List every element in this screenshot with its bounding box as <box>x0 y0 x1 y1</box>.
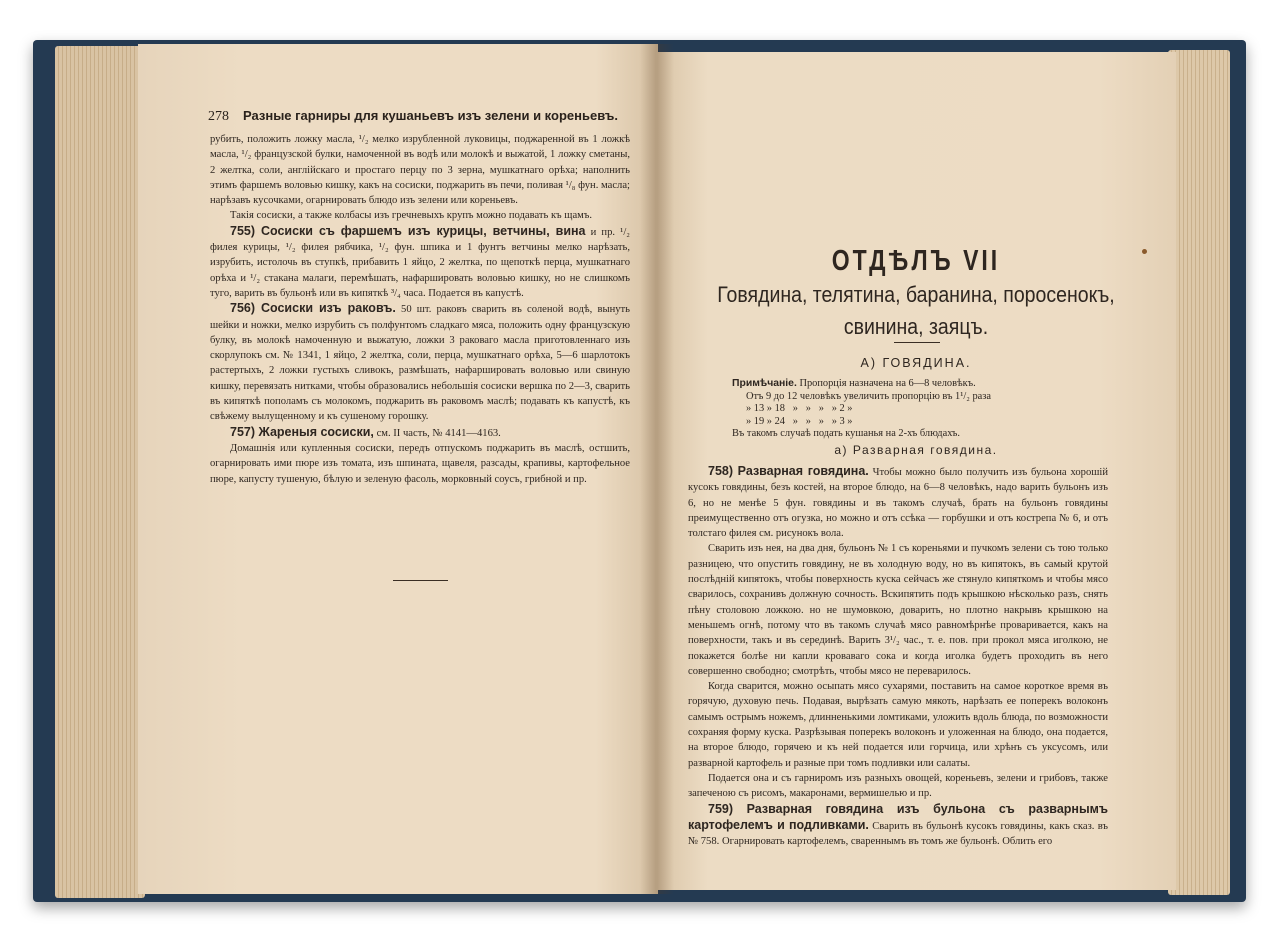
recipe-755 <box>210 224 630 301</box>
recipe-758-text: Чтобы можно было получить изъ бульона хорошій кусокъ говядины, безъ костей, на второе блюдо, на 6—8 человѣкъ, надо варить бульонъ изъ 6, но не менѣе 5 фун. говядины и въ такомъ случаѣ, брать на бульонъ говядины преимущественно отъ огузка, но можно и отъ ссѣка — горбушки и отъ кострепа № 6, и отъ толстаго филея см. рисунокъ вола. <box>688 467 1109 540</box>
note-label: Примѣчаніе. <box>732 378 797 389</box>
note-line-5: Въ такомъ случаѣ подать кушанья на 2-хъ блюдахъ. <box>732 428 960 440</box>
recipe-758-title: 758) Разварная говядина. <box>708 464 869 478</box>
note-line-2: Отъ 9 до 12 человѣкъ увеличить пропорцію въ 1¹/₂ раза <box>746 390 991 402</box>
recipe-757 <box>210 425 630 441</box>
running-head-title: Разные гарниры для кушаньевъ изъ зелени и кореньевъ. <box>243 108 618 123</box>
subsection-heading-b: а) Разварная говядина. <box>834 443 998 457</box>
recipe-758-paragraph-4: Подается она и съ гарниромъ изъ разныхъ овощей, кореньевъ, зелени и грибовъ, также запеченою съ рисомъ, макаронами, вермишелью и пр. <box>688 772 1108 800</box>
recipe-759-title: 759) Разварная говядина изъ бульона съ разварнымъ картофелемъ и подливками. <box>688 801 1108 832</box>
note-line-3: » 13 » 18 » » » » 2 » <box>746 403 853 415</box>
recipe-755-title: 755) Сосиски съ фаршемъ изъ курицы, ветчины, вина <box>230 223 586 238</box>
section-title: ОТДѢЛЪ VII <box>831 243 1001 277</box>
right-page-edges <box>1168 50 1230 895</box>
running-head <box>208 108 648 125</box>
recipe-756 <box>210 301 630 424</box>
right-page <box>656 52 1176 890</box>
subsection-heading-a: А) ГОВЯДИНА. <box>860 356 972 370</box>
section-subtitle-line-1: Говядина, телятина, баранина, поросенокъ, <box>717 282 1115 308</box>
page-number: 278 <box>208 109 229 124</box>
recipe-758 <box>688 464 1108 541</box>
sausage-note: Такія сосиски, а также колбасы изъ гречневыхъ крупъ можно подавать къ щамъ. <box>230 210 592 222</box>
recipe-755-text: и пр. ¹/₂ филея курицы, ¹/₂ филея рябчика, ¹/₂ фун. шпика и 1 фунтъ ветчины мелко нарѣзать, изрубить, истолочь въ ступкѣ, прибавить 1 яйцо, 2 желтка, по щепоткѣ перца, мушкатнаго орѣха и ¹/₂ стакана малаги, перемѣшать, нафаршировать воловью кишку, но не слишкомъ туго, варить въ бульонѣ или въ кипяткѣ ³/₄ часа. Подается въ капустѣ. <box>210 226 630 299</box>
note-line-4: » 19 » 24 » » » » 3 » <box>746 415 853 427</box>
recipe-757-text: Домашнія или купленныя сосиски, передъ отпускомъ поджарить въ маслѣ, остшить, огарнировать ими пюре изъ томата, изъ шпината, щавеля, разсады, крапивы, картофельное пюре, капусту тушеную, бѣлую и зеленую фасоль, морковный соусъ, грибной и пр. <box>210 442 630 485</box>
recipe-continuation: рубить, положить ложку масла, ¹/₂ мелко изрубленной луковицы, поджаренной въ 1 ложкѣ масла, ¹/₂ французской булки, намоченной въ водѣ или молокѣ и выжатой, 1 ложку сметаны, 2 желтка, соли, англійскаго и простаго перцу по 3 зерна, мушкатнаго орѣха; наполнить этимъ фаршемъ воловью кишку, какъ на сосиски, поджарить въ печи, поливая ¹/₈ фун. масла; нарѣзавъ кусочками, огарнировать блюдо изъ зелени или кореньевъ. <box>210 134 630 207</box>
recipe-759 <box>688 802 1108 850</box>
recipe-756-text: 50 шт. раковъ сварить въ соленой водѣ, вынуть шейки и ножки, мелко изрубить съ полфунтомъ сладкаго мяса, положить одну французскую булку, въ молокѣ намоченную и выжатую, ложки 3 раковаго масла приготовленнаго изъ скорлупокъ см. № 1341, 1 яйцо, 2 желтка, соли, перца, мушкатнаго орѣха, 5—6 шарлотокъ растертыхъ, 2 ложки густыхъ сливокъ, размѣшать, нафаршировать воловью или свиную кишку, перевязать нитками, чтобы образовались небольшія сосиски вершка по 2—3, сварить въ кипяткѣ пополамъ съ молокомъ, поджарить въ раковомъ маслѣ; подавать къ капустѣ, къ свѣжему вылущенному и къ сушеному горошку. <box>210 304 630 423</box>
recipe-756-title: 756) Сосиски изъ раковъ. <box>230 301 396 316</box>
recipe-758-paragraph-2: Сварить изъ нея, на два дня, бульонъ № 1 съ кореньями и пучкомъ зелени съ тою только разницею, что опустить говядину, не въ холодную воду, но въ кипятокъ, въ самый крутой послѣдній кипятокъ, чтобы поверхность куска сейчасъ же стянуло кипяткомъ и чтобы мясо сварилось, сохранивъ должную сочность. Вскипятить подъ крышкою нѣсколько разъ, снять пѣну столовою ложкою. но не шумовкою, доварить, но плотно накрывъ крышкою на меньшемъ огнѣ, потому что въ такомъ случаѣ мясо равномѣрнѣе проваривается, какъ на поверхности, такъ и въ серединѣ. Варить 3¹/₂ час., т. е. пов. при прокол мяса иголкою, не покажется болѣе ни капли кроваваго сока и когда иголка будетъ проходить въ него совершенно свободно; смотрѣть, чтобы мясо не переварилось. <box>688 543 1108 677</box>
note-line-1 <box>732 378 1052 391</box>
section-subtitle <box>676 279 1156 343</box>
right-text-block <box>688 464 1108 849</box>
recipe-759-text: Сварить въ бульонѣ кусокъ говядины, какъ сказ. въ № 758. Огарнировать картофелемъ, свареннымъ въ томъ же бульонѣ. Облить его <box>688 820 1108 848</box>
recipe-758-paragraph-3: Когда сварится, можно осыпать мясо сухарями, поставить на самое короткое время въ горячую, духовую печь. Подавая, вырѣзать самую мякоть, нарѣзать ее поперекъ волоконъ самымъ острымъ ножемъ, длинненькими ломтиками, уложить вдоль блюда, по возможности сохраняя форму куска. Разрѣзывая поперекъ волоконъ и уложенная на блюдо, она подается, на второе блюдо, горячею и къ ней подается или горчица, или хрѣнъ съ уксусомъ, или разварной картофель и разные при томъ подливки или салаты. <box>688 681 1108 769</box>
left-text-block <box>210 132 630 487</box>
recipe-757-title: 757) Жареныя сосиски, <box>230 424 374 439</box>
book-gutter <box>640 44 674 894</box>
left-page-edges <box>55 46 145 898</box>
section-subtitle-line-2: свинина, заяцъ. <box>843 314 989 340</box>
end-rule <box>393 580 448 581</box>
proportion-note <box>732 378 1052 441</box>
note-text: Пропорція назначена на 6—8 человѣкъ. <box>799 378 976 389</box>
section-rule <box>894 342 940 343</box>
recipe-757-ref: см. II часть, № 4141—4163. <box>376 427 501 439</box>
left-page <box>138 44 658 894</box>
